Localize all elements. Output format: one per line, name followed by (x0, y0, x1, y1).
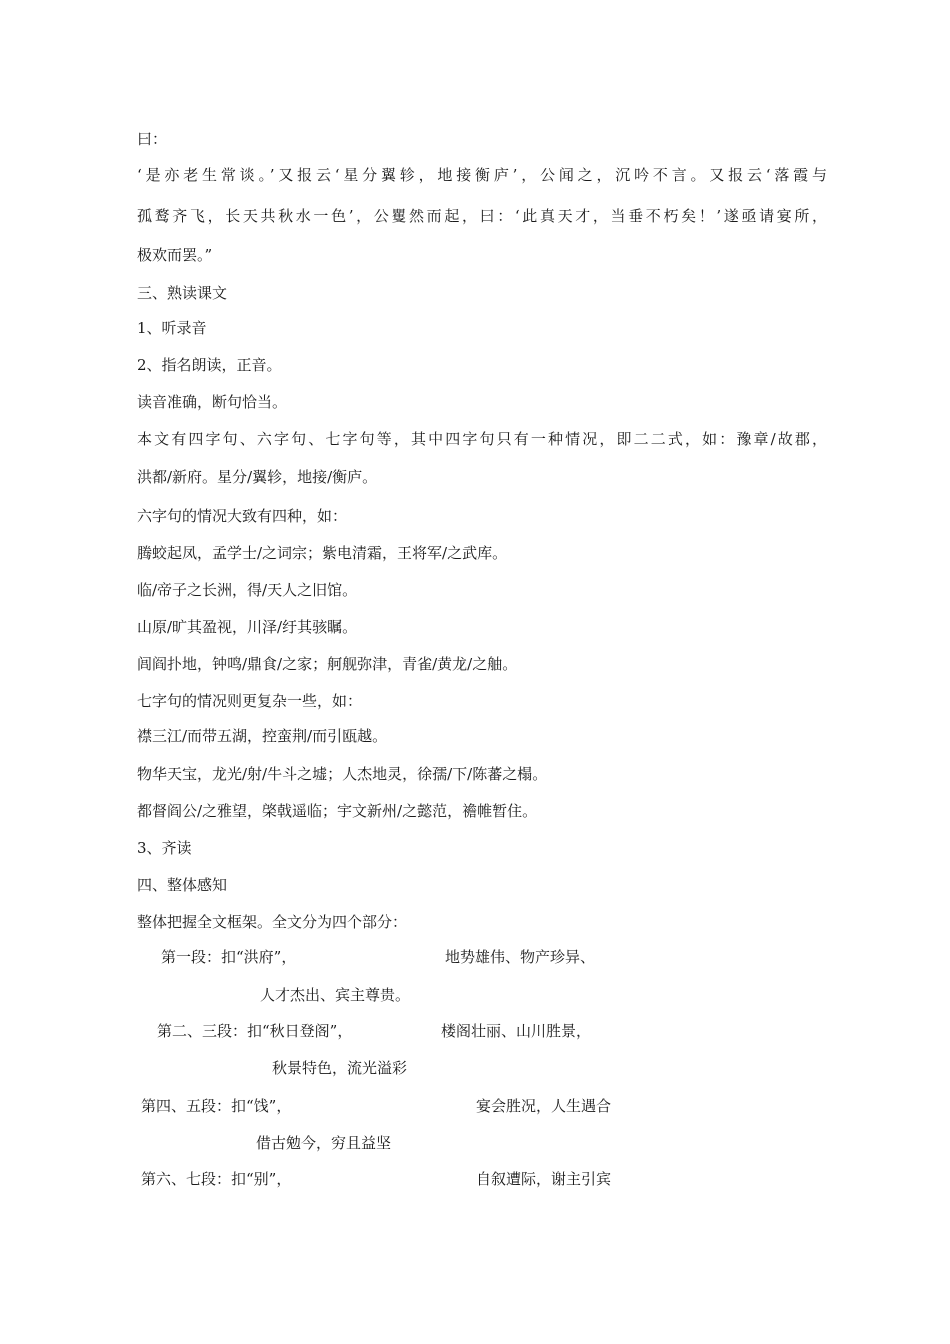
text-line: 临/帝子之长洲，得/天人之旧馆。 (137, 581, 358, 599)
outline-part-2-summary: 楼阁壮丽、山川胜景， (441, 1022, 592, 1040)
text-line: 物华天宝，龙光/射/牛斗之墟；人杰地灵，徐孺/下/陈蕃之榻。 (137, 765, 548, 783)
outline-part-4-summary: 自叙遭际，谢主引宾 (476, 1170, 612, 1188)
text-line: 闾阎扑地，钟鸣/鼎食/之家；舸舰弥津，青雀/黄龙/之舳。 (137, 655, 518, 673)
text-line: 3、齐读 (137, 839, 192, 857)
outline-part-1-summary: 地势雄伟、物产珍异、 (445, 948, 596, 966)
outline-part-2-summary: 秋景特色，流光溢彩 (272, 1059, 408, 1077)
outline-part-4-title: 第六、七段：扣“别”， (141, 1170, 292, 1188)
text-line: 六字句的情况大致有四种，如： (137, 507, 348, 525)
section-heading: 三、熟读课文 (137, 284, 228, 302)
text-line: 山原/旷其盈视，川泽/纡其骇瞩。 (137, 618, 358, 636)
text-line: 2、指名朗读，正音。 (137, 356, 282, 374)
text-line: 都督阎公/之雅望，棨戟遥临；宇文新州/之懿范，襜帷暂住。 (137, 802, 538, 820)
text-line: 读音准确，断句恰当。 (137, 393, 288, 411)
text-line: 整体把握全文框架。全文分为四个部分： (137, 913, 408, 931)
outline-part-3-summary: 借古勉今，穷且益坚 (256, 1134, 392, 1152)
outline-part-3-title: 第四、五段：扣“饯”， (141, 1097, 292, 1115)
text-line: 本文有四字句、六字句、七字句等，其中四字句只有一种情况，即二二式，如：豫章/故郡， (137, 430, 827, 448)
outline-part-1-summary: 人才杰出、宾主尊贵。 (260, 986, 411, 1004)
text-line: 孤鹜齐飞，长天共秋水一色’，公矍然而起，曰：‘此真天才，当垂不朽矣！’遂亟请宴所， (137, 207, 827, 225)
text-line: 极欢而罢。” (137, 246, 213, 264)
outline-part-1-title: 第一段：扣“洪府”， (161, 948, 297, 966)
text-line: 曰： (137, 130, 168, 148)
outline-part-2-title: 第二、三段：扣“秋日登阁”， (157, 1022, 353, 1040)
text-line: 七字句的情况则更复杂一些，如： (137, 692, 363, 710)
text-line: ‘是亦老生常谈。’又报云‘星分翼轸，地接衡庐’，公闻之，沉吟不言。又报云‘落霞与 (137, 166, 827, 184)
section-heading: 四、整体感知 (137, 876, 228, 894)
outline-part-3-summary: 宴会胜况，人生遇合 (476, 1097, 612, 1115)
text-line: 腾蛟起凤，孟学士/之词宗；紫电清霜，王将军/之武库。 (137, 544, 508, 562)
text-line: 襟三江/而带五湖，控蛮荆/而引瓯越。 (137, 727, 388, 745)
text-line: 洪都/新府。星分/翼轸，地接/衡庐。 (137, 468, 378, 486)
text-line: 1、听录音 (137, 319, 207, 337)
